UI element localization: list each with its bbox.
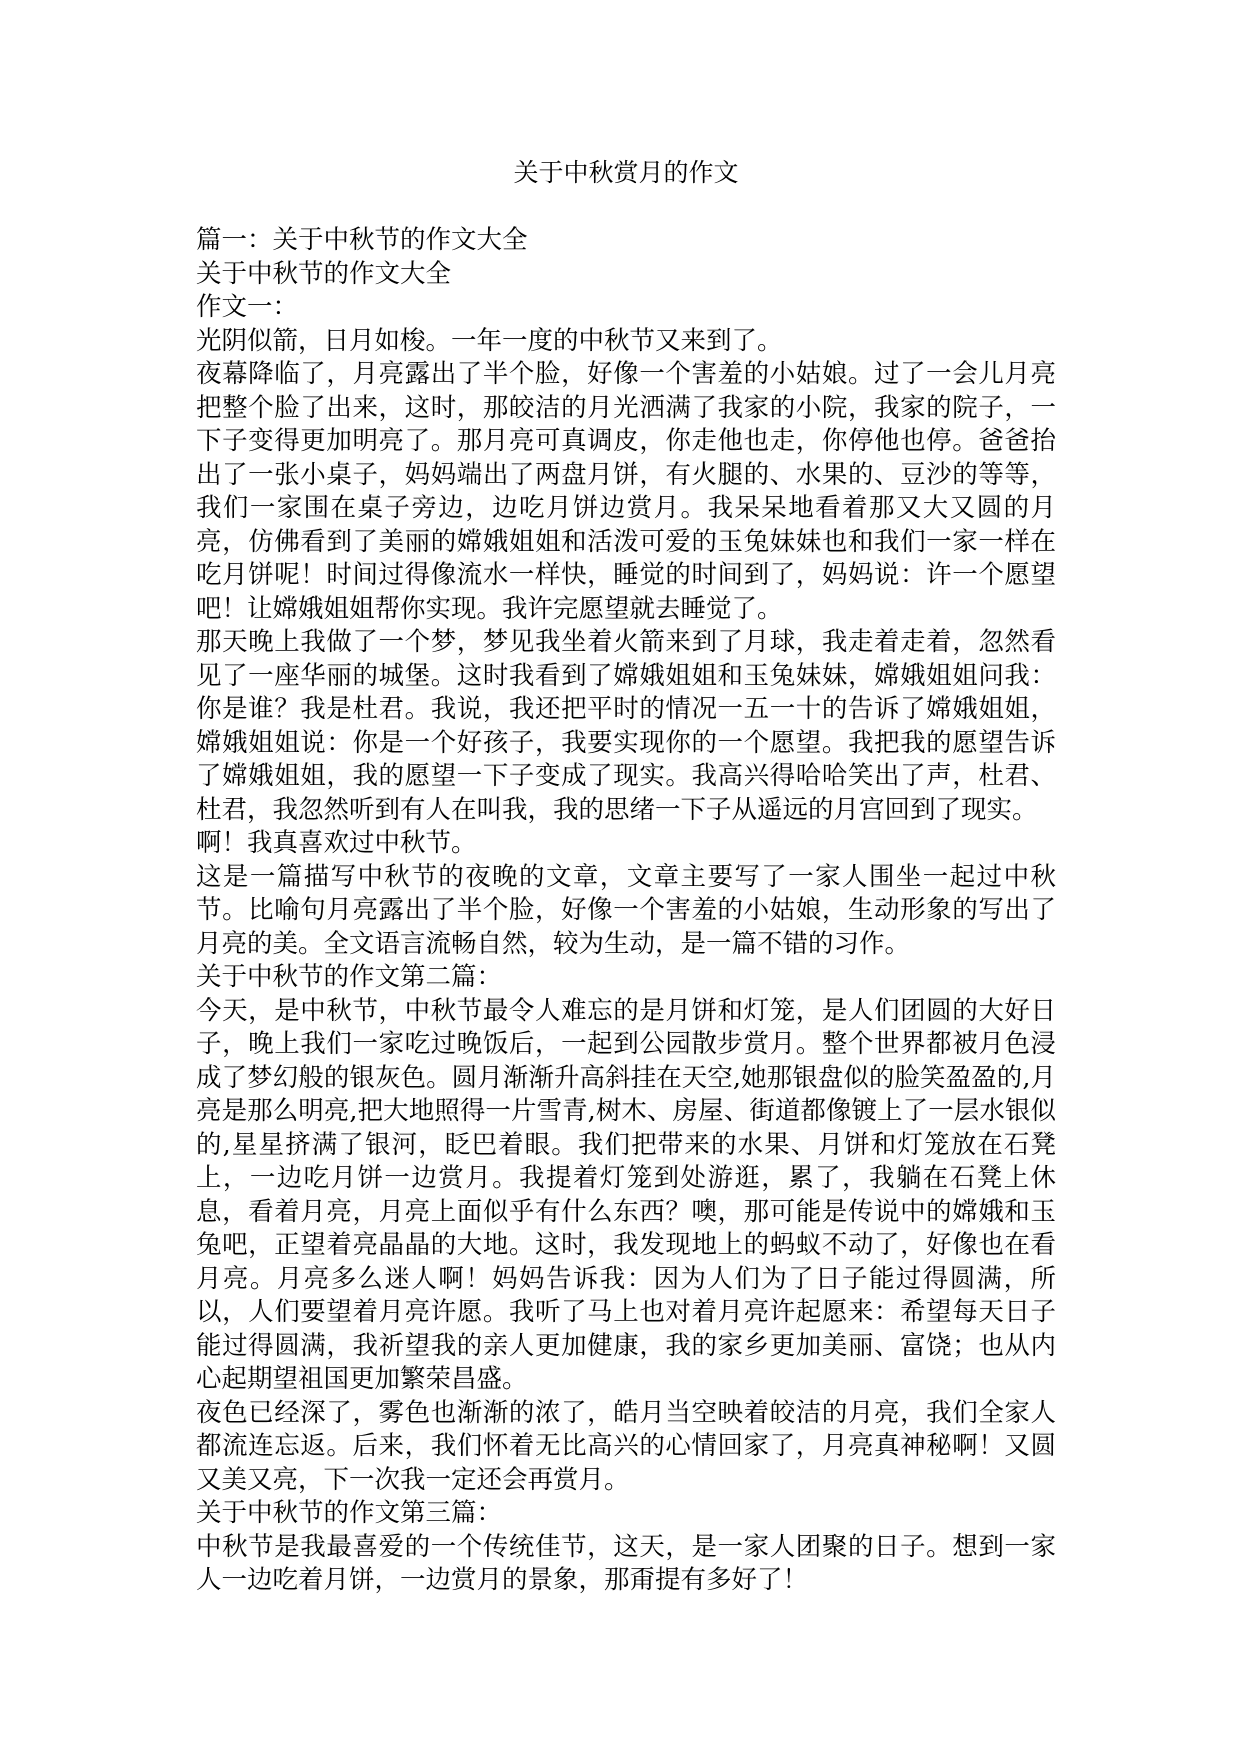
paragraph: 夜幕降临了，月亮露出了半个脸，好像一个害羞的小姑娘。过了一会儿月亮把整个脸了出来，这时，那皎洁的月光洒满了我家的小院，我家的院子，一下子变得更加明亮了。那月亮可真调皮，你走他也走，你停他也停。爸爸抬出了一张小桌子，妈妈端出了两盘月饼，有火腿的、水果的、豆沙的等等，我们一家围在桌子旁边，边吃月饼边赏月。我呆呆地看着那又大又圆的月亮，仿佛看到了美丽的嫦娥姐姐和活泼可爱的玉兔妹妹也和我们一家一样在吃月饼呢！时间过得像流水一样快，睡觉的时间到了，妈妈说：许一个愿望吧！让嫦娥姐姐帮你实现。我许完愿望就去睡觉了。 — [196, 359, 1056, 624]
document-body — [196, 224, 1056, 1598]
paragraph: 那天晚上我做了一个梦，梦见我坐着火箭来到了月球，我走着走着，忽然看见了一座华丽的城堡。这时我看到了嫦娥姐姐和玉兔妹妹，嫦娥姐姐问我：你是谁？我是杜君。我说，我还把平时的情况一五一十的告诉了嫦娥姐姐，嫦娥姐姐说：你是一个好孩子，我要实现你的一个愿望。我把我的愿望告诉了嫦娥姐姐，我的愿望一下子变成了现实。我高兴得哈哈笑出了声，杜君、杜君，我忽然听到有人在叫我，我的思绪一下子从遥远的月宫回到了现实。 — [196, 627, 1056, 825]
document-title: 关于中秋赏月的作文 — [513, 158, 739, 187]
paragraph: 今天，是中秋节，中秋节最令人难忘的是月饼和灯笼，是人们团圆的大好日子，晚上我们一家吃过晚饭后，一起到公园散步赏月。整个世界都被月色浸成了梦幻般的银灰色。圆月渐渐升高斜挂在天空,她那银盘似的脸笑盈盈的,月亮是那么明亮,把大地照得一片雪青,树木、房屋、街道都像镀上了一层水银似的,星星挤满了银河，眨巴着眼。我们把带来的水果、月饼和灯笼放在石凳上，一边吃月饼一边赏月。我提着灯笼到处游逛，累了，我躺在石凳上休息，看着月亮，月亮上面似乎有什么东西？噢，那可能是传说中的嫦娥和玉兔吧，正望着亮晶晶的大地。这时，我发现地上的蚂蚁不动了，好像也在看月亮。月亮多么迷人啊！妈妈告诉我：因为人们为了日子能过得圆满，所以，人们要望着月亮许愿。我听了马上也对着月亮许起愿来：希望每天日子能过得圆满，我祈望我的亲人更加健康，我的家乡更加美丽、富饶；也从内心起期望祖国更加繁荣昌盛。 — [196, 995, 1056, 1394]
essay-label: 关于中秋节的作文第二篇： — [196, 962, 503, 992]
paragraph: 这是一篇描写中秋节的夜晚的文章，文章主要写了一家人围坐一起过中秋节。比喻句月亮露出了半个脸，好像一个害羞的小姑娘，生动形象的写出了月亮的美。全文语言流畅自然，较为生动，是一篇不错的习作。 — [196, 861, 1056, 959]
subheading: 关于中秋节的作文大全 — [196, 258, 452, 289]
paragraph: 光阴似箭，日月如梭。一年一度的中秋节又来到了。 — [196, 325, 783, 356]
section-heading: 篇一：关于中秋节的作文大全 — [196, 225, 528, 255]
essay-label: 作文一： — [196, 292, 299, 322]
paragraph: 啊！我真喜欢过中秋节。 — [196, 828, 477, 858]
essay-label: 关于中秋节的作文第三篇： — [196, 1498, 503, 1528]
paragraph: 中秋节是我最喜爱的一个传统佳节，这天，是一家人团聚的日子。想到一家人一边吃着月饼，一边赏月的景象，那甭提有多好了！ — [196, 1531, 1056, 1595]
paragraph: 夜色已经深了，雾色也渐渐的浓了，皓月当空映着皎洁的月亮，我们全家人都流连忘返。后来，我们怀着无比高兴的心情回家了，月亮真神秘啊！又圆又美又亮，下一次我一定还会再赏月。 — [196, 1397, 1056, 1495]
